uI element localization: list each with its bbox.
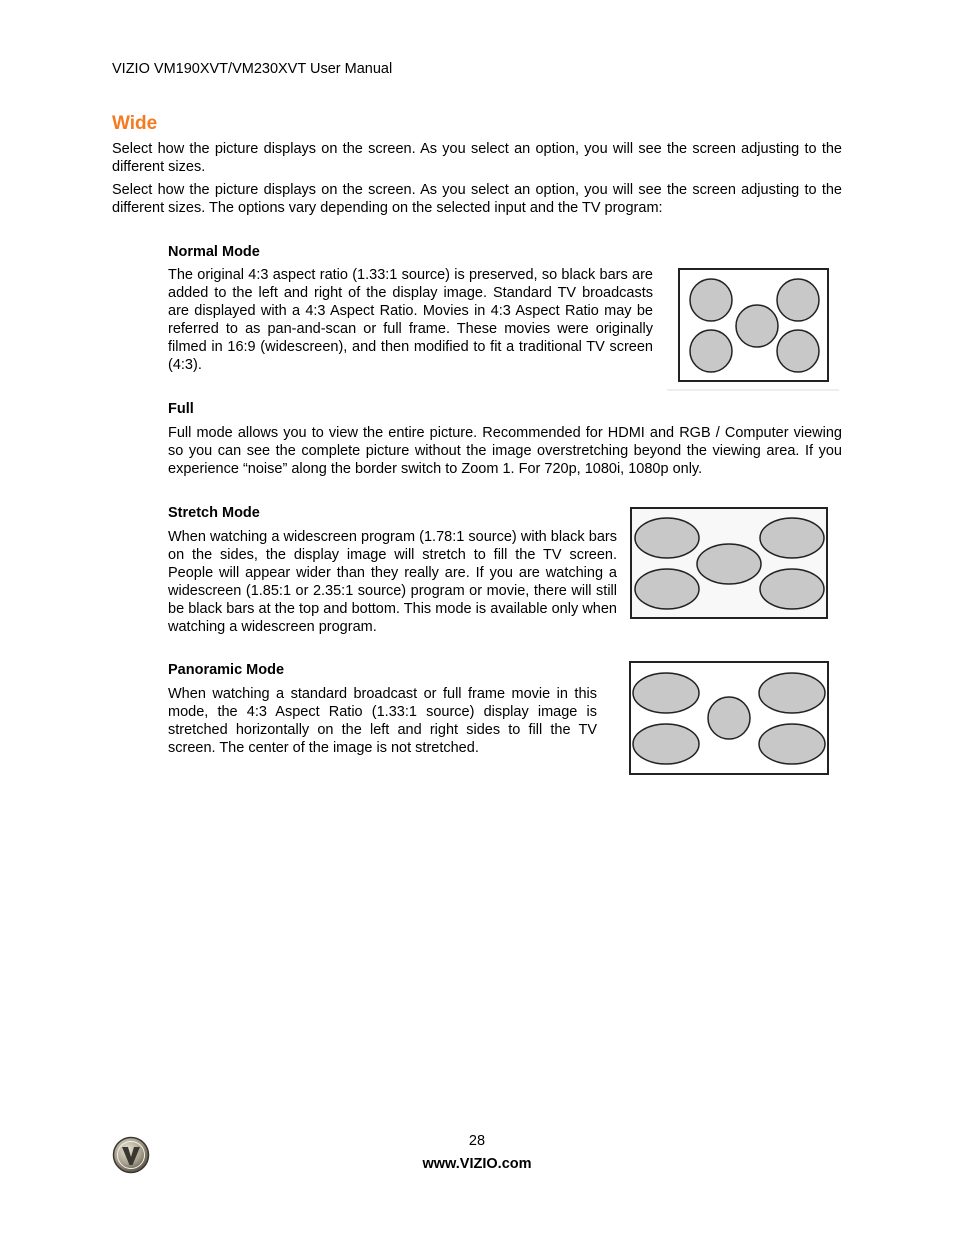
document-header: VIZIO VM190XVT/VM230XVT User Manual: [112, 61, 393, 77]
stretch-mode-illustration: [630, 507, 830, 621]
panoramic-mode-heading: Panoramic Mode: [168, 662, 285, 678]
full-mode-text: Full mode allows you to view the entire picture. Recommended for HDMI and RGB / Computer viewing so you can see the complete picture without the image overstretching beyond the viewing area. If you experience “noise” along the border switch to Zoom 1. For 720p, 1080i, 1080p only.: [168, 425, 842, 477]
normal-mode-illustration: [667, 267, 839, 391]
page-number: 28: [468, 1133, 486, 1149]
normal-mode-heading: Normal Mode: [168, 244, 260, 260]
full-mode-heading: Full: [168, 401, 194, 417]
intro-paragraph-2: Select how the picture displays on the screen. As you select an option, you will see the screen adjusting to the different sizes. The options vary depending on the selected input and the TV program:: [112, 182, 842, 216]
footer-url: www.VIZIO.com: [422, 1156, 532, 1172]
panoramic-mode-text: When watching a standard broadcast or full frame movie in this mode, the 4:3 Aspect Ratio (1.33:1 source) display image is stretched horizontally on the left and right sides to fill the TV screen. The center of the image is not stretched.: [168, 686, 597, 756]
panoramic-mode-illustration: [628, 661, 832, 777]
intro-paragraph-1: Select how the picture displays on the screen. As you select an option, you will see the screen adjusting to the different sizes.: [112, 141, 842, 175]
stretch-mode-text: When watching a widescreen program (1.78:1 source) with black bars on the sides, the display image will stretch to fill the TV screen. People will appear wider than they really are. If you are watching a widescreen (1.85:1 or 2.35:1 source) program or movie, there will still be black bars at the top and bottom. This mode is available only when watching a widescreen program.: [168, 529, 617, 635]
normal-mode-text: The original 4:3 aspect ratio (1.33:1 source) is preserved, so black bars are added to the left and right of the display image. Standard TV broadcasts are displayed with a 4:3 Aspect Ratio. Movies in 4:3 Aspect Ratio may be referred to as pan-and-scan or full frame. These movies were originally filmed in 16:9 (widescreen), and then modified to fit a traditional TV screen (4:3).: [168, 267, 653, 373]
stretch-mode-heading: Stretch Mode: [168, 505, 260, 521]
section-title: Wide: [112, 113, 158, 134]
